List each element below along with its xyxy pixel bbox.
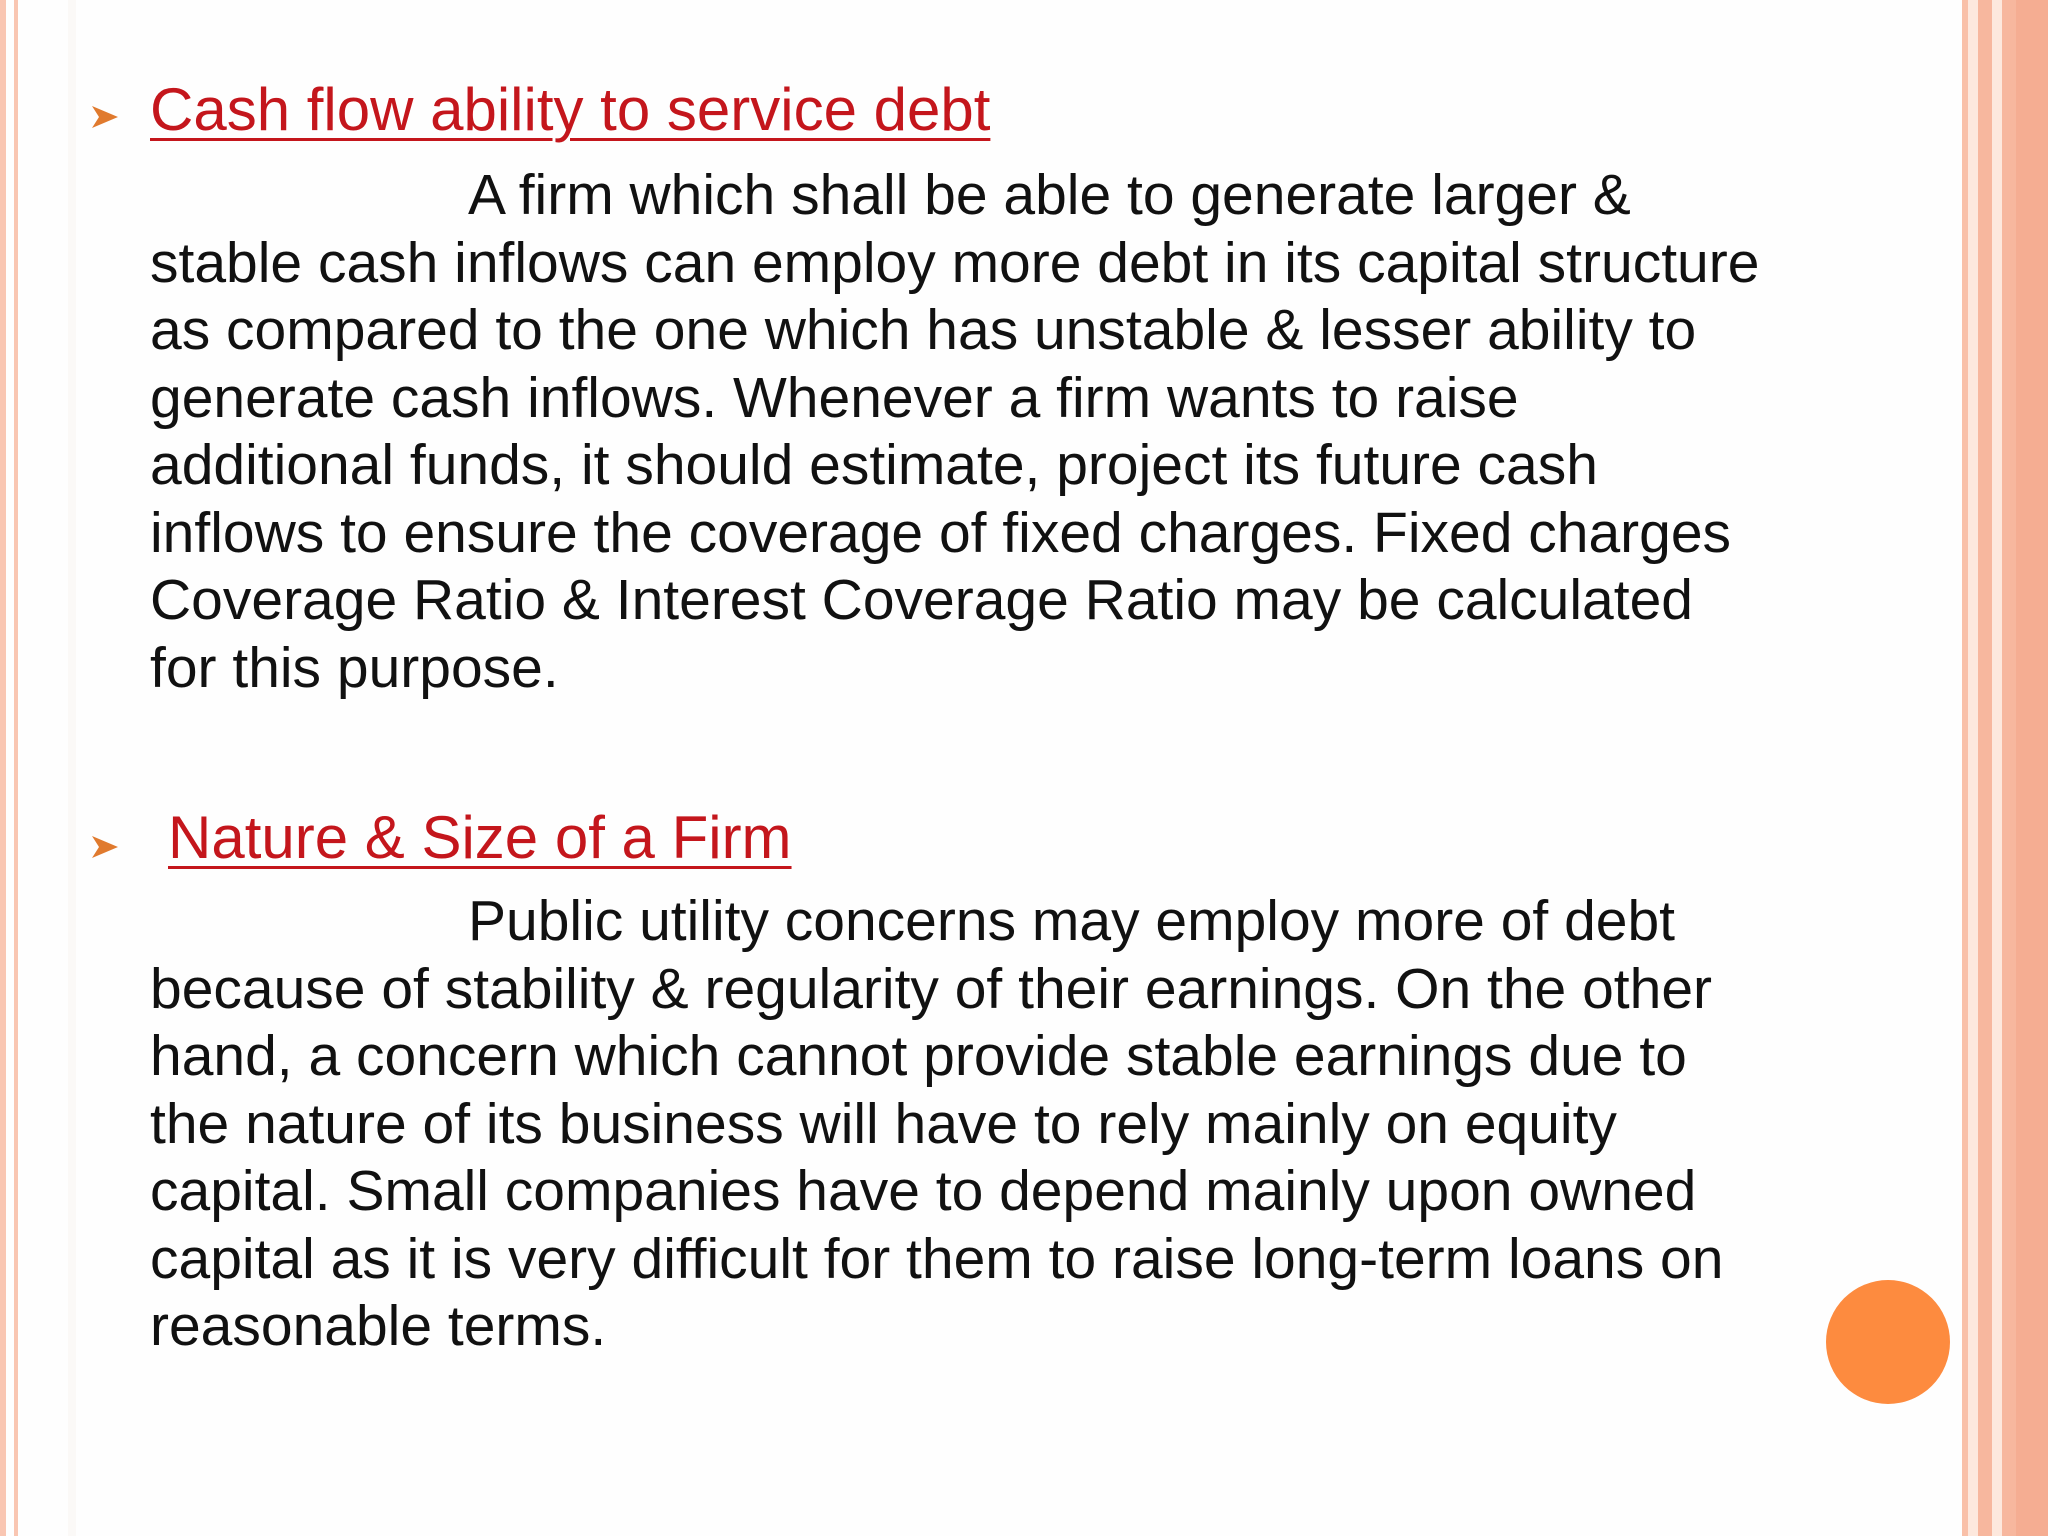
paragraph-line: additional funds, it should estimate, project its future cash — [150, 433, 1598, 497]
paragraph-line: A firm which shall be able to generate larger & — [468, 163, 1631, 227]
section-heading-nature-size: Nature & Size of a Firm — [168, 804, 792, 871]
orange-circle-decoration — [1826, 1280, 1950, 1404]
paragraph-line: because of stability & regularity of their earnings. On the other — [150, 956, 1713, 1021]
arrowhead-bullet-icon — [88, 830, 122, 864]
paragraph-line: as compared to the one which has unstable & lesser ability to — [150, 298, 1697, 362]
section-heading-cash-flow: Cash flow ability to service debt — [150, 76, 991, 143]
left-border-stripe — [0, 0, 6, 1536]
section-paragraph-nature-size — [150, 888, 1930, 1361]
arrowhead-bullet-icon — [88, 100, 122, 134]
right-border-stripe — [2016, 0, 2048, 1536]
right-border-stripe — [1992, 0, 2002, 1536]
paragraph-line: the nature of its business will have to rely mainly on equity — [150, 1091, 1617, 1156]
left-border-stripe — [68, 0, 76, 1536]
paragraph-line: reasonable terms. — [150, 1294, 607, 1358]
paragraph-line: generate cash inflows. Whenever a firm wants to raise — [150, 365, 1519, 430]
paragraph-line: capital. Small companies have to depend mainly upon owned — [150, 1159, 1697, 1223]
left-border-stripe — [14, 0, 18, 1536]
paragraph-line: inflows to ensure the coverage of fixed charges. Fixed charges — [150, 500, 1732, 565]
paragraph-line: capital as it is very difficult for them to raise long-term loans on — [150, 1226, 1724, 1291]
paragraph-line: hand, a concern which cannot provide stable earnings due to — [150, 1024, 1687, 1088]
paragraph-line: stable cash inflows can employ more debt in its capital structure — [150, 230, 1760, 295]
paragraph-line: for this purpose. — [150, 635, 559, 700]
right-border-stripe — [1968, 0, 1978, 1536]
right-border-stripe — [2002, 0, 2016, 1536]
section-paragraph-cash-flow — [150, 162, 1930, 702]
paragraph-line: Public utility concerns may employ more of debt — [468, 889, 1676, 953]
right-border-stripe — [1978, 0, 1992, 1536]
paragraph-line: Coverage Ratio & Interest Coverage Ratio may be calculated — [150, 568, 1693, 632]
